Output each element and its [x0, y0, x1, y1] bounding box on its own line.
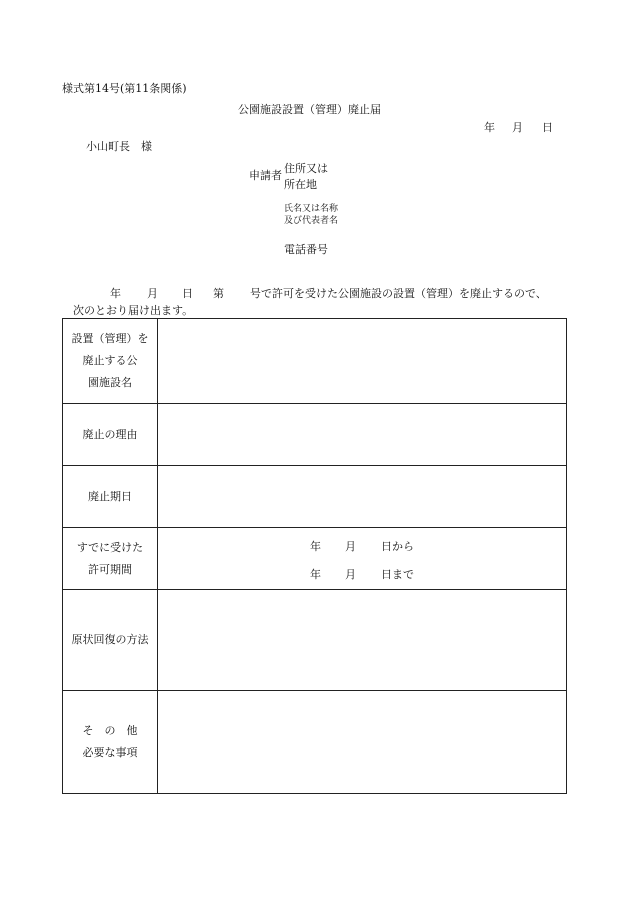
- facility-name-label: [63, 319, 158, 403]
- other-label-line2: 必要な事項: [82, 746, 138, 759]
- name-label-line1: 氏名又は名称: [284, 204, 339, 214]
- period-to-day: 日まで: [381, 568, 414, 581]
- form-table: [62, 318, 567, 794]
- form-number: 様式第14号(第11条関係): [62, 82, 187, 95]
- statement-line2: 次のとおり届け出ます。: [73, 304, 194, 317]
- page-title: 公園施設設置（管理）廃止届: [238, 103, 381, 116]
- date-month-label: 月: [512, 121, 523, 134]
- facility-name-label-line2: 廃止する公: [82, 354, 138, 367]
- period-from-day: 日から: [381, 540, 414, 553]
- other-label: [63, 691, 158, 793]
- other-field[interactable]: [158, 691, 566, 793]
- statement-line1-rest: 号で許可を受けた公園施設の設置（管理）を廃止するので、: [250, 287, 547, 300]
- statement-day: 日: [182, 287, 193, 300]
- row-permit-period: [63, 528, 566, 590]
- reason-field[interactable]: [158, 404, 566, 465]
- period-from-year: 年: [310, 540, 321, 553]
- row-reason: [63, 404, 566, 466]
- row-other: [63, 691, 566, 793]
- facility-name-label-line1: 設置（管理）を: [71, 332, 149, 345]
- address-label-line2: 所在地: [284, 178, 317, 191]
- other-label-line1: そ の 他: [82, 724, 138, 737]
- statement-number: 第: [213, 287, 224, 300]
- row-restoration: [63, 590, 566, 691]
- permit-period-label-line2: 許可期間: [88, 562, 132, 576]
- reason-label: [63, 404, 158, 465]
- period-to-month: 月: [345, 568, 356, 581]
- address-label-line1: 住所又は: [284, 162, 328, 175]
- facility-name-label-line3: 園施設名: [88, 376, 132, 389]
- restoration-label: [63, 590, 158, 690]
- statement-year: 年: [110, 287, 121, 300]
- period-to-year: 年: [310, 568, 321, 581]
- restoration-field[interactable]: [158, 590, 566, 690]
- statement-month: 月: [147, 287, 158, 300]
- period-from-month: 月: [345, 540, 356, 553]
- date-label-text: 廃止期日: [88, 489, 132, 503]
- restoration-label-text: 原状回復の方法: [71, 633, 149, 646]
- date-label: [63, 466, 158, 527]
- permit-period-label-line1: すでに受けた: [76, 540, 144, 554]
- applicant-label: 申請者: [249, 169, 282, 182]
- phone-label: 電話番号: [284, 243, 328, 256]
- reason-label-text: 廃止の理由: [82, 427, 138, 441]
- name-label-line2: 及び代表者名: [284, 216, 339, 226]
- addressee: 小山町長 様: [86, 140, 152, 153]
- date-year-label: 年: [484, 121, 495, 134]
- row-date: [63, 466, 566, 528]
- row-facility-name: [63, 319, 566, 404]
- permit-period-label: [63, 528, 158, 589]
- date-day-label: 日: [542, 121, 553, 134]
- facility-name-field[interactable]: [158, 319, 566, 403]
- date-field[interactable]: [158, 466, 566, 527]
- permit-period-field[interactable]: [158, 528, 566, 589]
